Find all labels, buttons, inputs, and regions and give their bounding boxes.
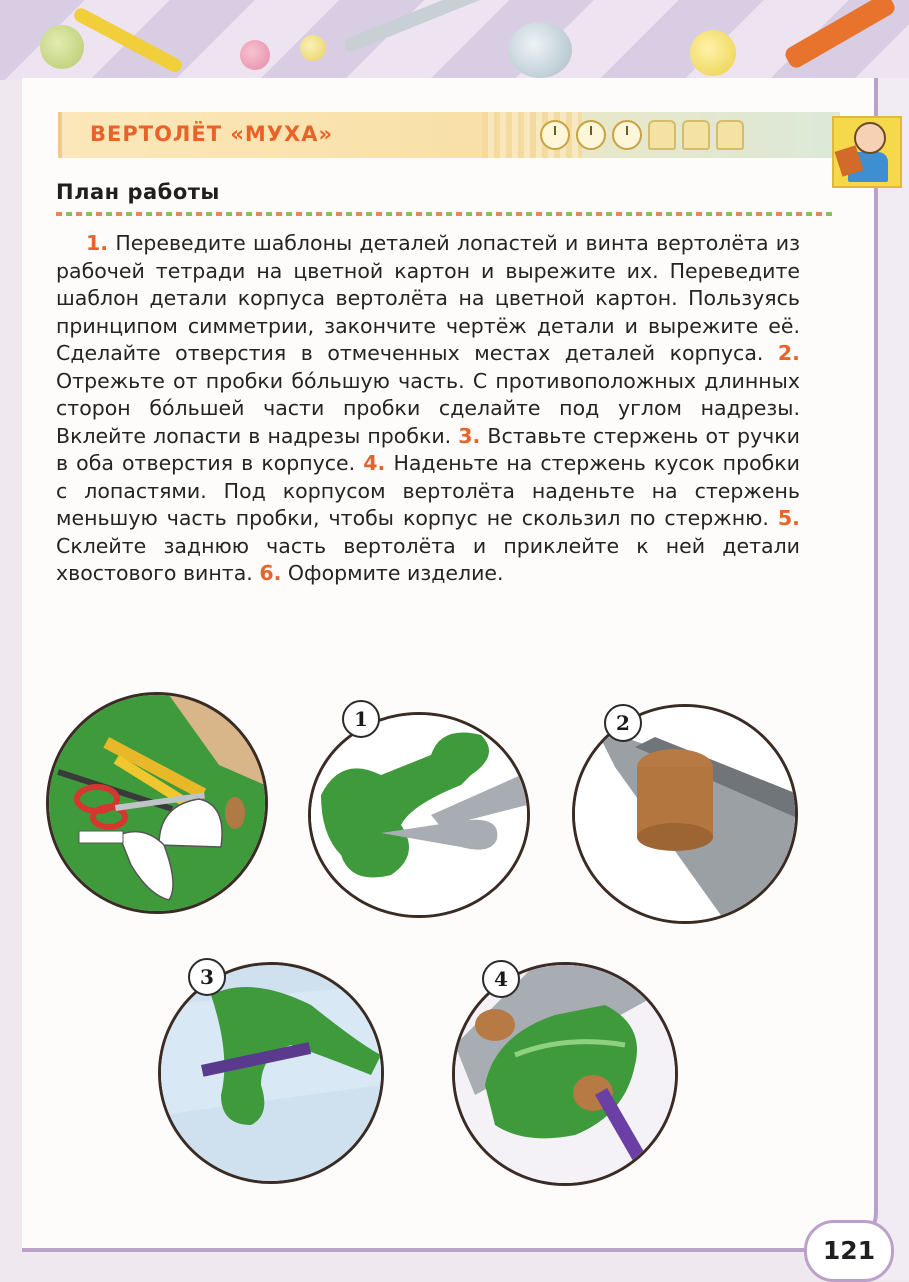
step-text: Переведите шаблоны деталей лопастей и винта вертолёта из рабочей тетради на цветной картон и вырежите их. Переведите шаблон детали корпуса вертолёта на цветной картон. Пользуясь принципом симметрии, закончите чертёж детали и вырежите её. Сделайте отверстия в отмеченных местах деталей корпуса. <box>56 231 800 365</box>
step-number: 4. <box>363 451 386 475</box>
step-text: Отрежьте от пробки бóльшую часть. С противоположных длинных сторон бóльшей части пробки сделайте под углом надрезы. Вклейте лопасти в надрезы пробки. <box>56 368 800 448</box>
step-4-label: 4 <box>482 960 520 998</box>
step-1-illustration <box>311 715 527 915</box>
student-character-icon <box>832 116 902 188</box>
clock-icon <box>576 120 606 150</box>
compass-icon <box>342 0 523 53</box>
button-decor-icon <box>240 40 270 70</box>
weight-icon <box>682 120 710 150</box>
materials-photo <box>46 692 268 914</box>
clock-icon <box>540 120 570 150</box>
page-edge <box>878 78 909 1280</box>
step-number: 5. <box>777 506 800 530</box>
step-2-photo <box>572 704 798 924</box>
clock-icon <box>612 120 642 150</box>
step-text: Вставьте стержень от ручки в оба отверстия в корпусе. <box>56 423 800 475</box>
step-3-label: 3 <box>188 958 226 996</box>
step-4-photo <box>452 962 678 1186</box>
yarn-ball-icon <box>508 22 572 78</box>
step-2-label: 2 <box>604 704 642 742</box>
button-decor-icon <box>300 35 326 61</box>
weight-icon <box>648 120 676 150</box>
step-3-photo <box>158 962 384 1184</box>
step-text: Склейте заднюю часть вертолёта и приклейте к ней детали хвостового винта. <box>56 533 800 585</box>
step-number: 3. <box>458 423 481 448</box>
step-3-illustration <box>161 965 381 1181</box>
screwdriver-icon <box>783 0 898 71</box>
top-decor-banner <box>0 0 909 80</box>
step-text: Наденьте на стержень кусок пробки с лопастями. Под корпусом вертолёта наденьте на стержень меньшую часть пробки, чтобы корпус не скользил по стержню. <box>56 451 800 530</box>
section-title: План работы <box>56 180 220 204</box>
step-number: 1. <box>86 231 109 255</box>
button-decor-icon <box>690 30 736 76</box>
pencil-icon <box>72 6 185 75</box>
step-number: 6. <box>259 561 282 585</box>
step-4-illustration <box>455 965 675 1183</box>
effort-indicators <box>540 120 744 150</box>
step-number: 2. <box>777 341 800 365</box>
lesson-heading-bar <box>58 112 840 158</box>
instructions-text <box>56 230 800 588</box>
weight-icon <box>716 120 744 150</box>
materials-illustration <box>49 695 265 911</box>
step-text: Оформите изделие. <box>287 561 504 585</box>
step-1-label: 1 <box>342 700 380 738</box>
step-2-illustration <box>575 707 795 921</box>
lesson-title: ВЕРТОЛЁТ «МУХА» <box>90 122 334 146</box>
dotted-divider <box>56 212 836 216</box>
page-number: 121 <box>804 1220 894 1282</box>
step-1-photo <box>308 712 530 918</box>
button-decor-icon <box>40 25 84 69</box>
